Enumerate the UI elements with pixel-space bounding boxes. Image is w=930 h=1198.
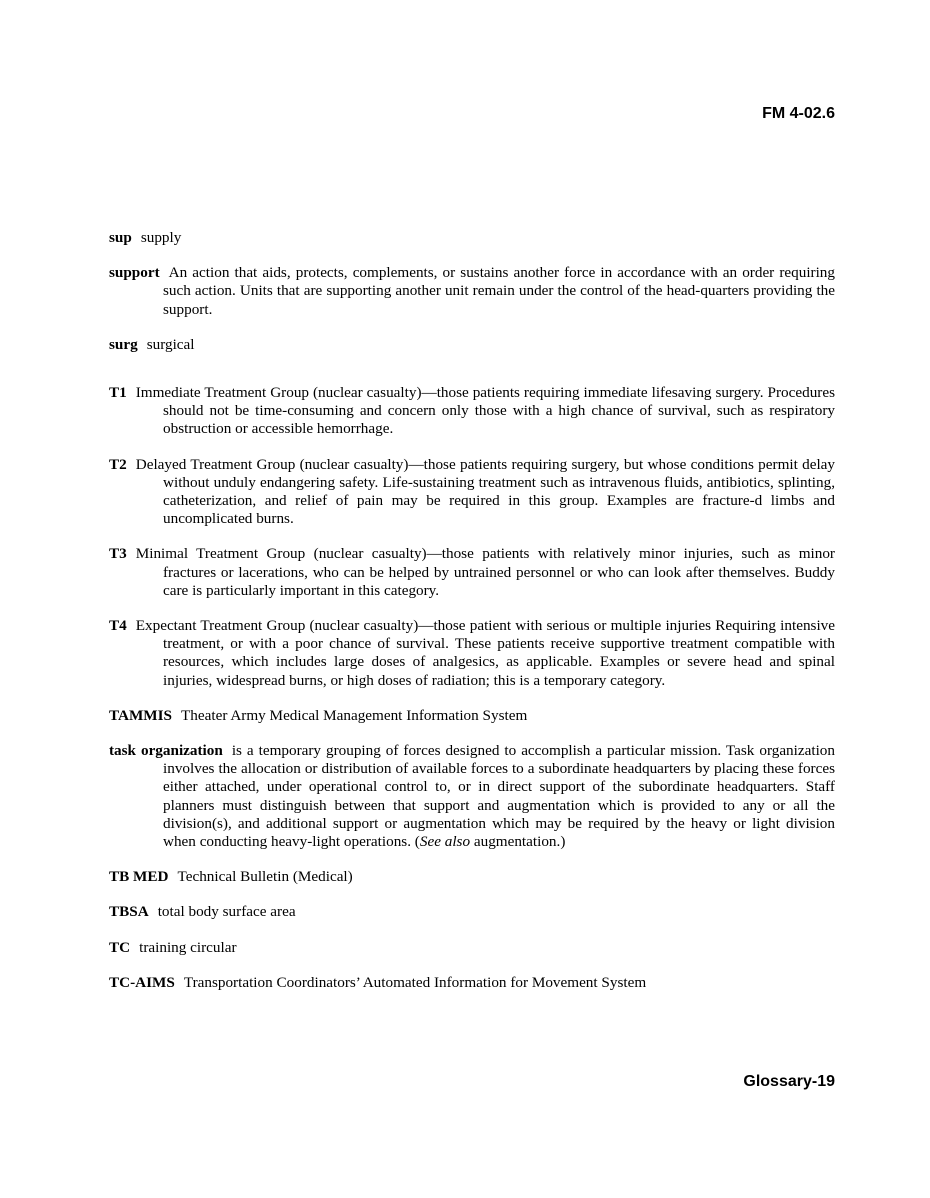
glossary-definition: total body surface area <box>157 903 296 921</box>
page-header-doc-id: FM 4-02.6 <box>762 105 835 122</box>
glossary-entry-sup <box>109 229 835 247</box>
glossary-entry-t1 <box>109 384 835 439</box>
page-footer-page-number: Glossary-19 <box>743 1073 835 1090</box>
glossary-definition: An action that aids, protects, complements, or sustains another force in accordance with an order requiring such action. Units that are supporting another unit remain under the control of the head-quarters providing the support. <box>163 264 835 318</box>
glossary-term: TAMMIS <box>109 706 172 724</box>
glossary-term: TC <box>109 938 131 956</box>
glossary-definition: Minimal Treatment Group (nuclear casualty)—those patients with relatively minor injuries, such as minor fractures or lacerations, who can be helped by untrained personnel or who can look after themselves. Buddy care is particularly important in this category. <box>135 545 835 599</box>
see-also-label: See also <box>419 833 471 851</box>
glossary-entry-tbsa <box>109 903 835 921</box>
glossary-entry-task-organization <box>109 742 835 851</box>
glossary-definition: Delayed Treatment Group (nuclear casualty)—those patients requiring surgery, but whose conditions permit delay without unduly endangering safety. Life-sustaining treatment such as intravenous fluids, antibiotics, splinting, catheterization, and relief of pain may be required in this group. Examples are fracture-d limbs and uncomplicated burns. <box>135 455 835 528</box>
glossary-term: task organization <box>109 742 223 760</box>
glossary-term: support <box>109 264 160 282</box>
glossary-entry-t3 <box>109 545 835 600</box>
glossary-entry-surg <box>109 336 835 354</box>
glossary-entry-tc <box>109 939 835 957</box>
glossary-entry-tb-med <box>109 868 835 886</box>
glossary-entry-tammis <box>109 707 835 725</box>
glossary-term: surg <box>109 335 138 353</box>
glossary-list <box>109 229 835 1009</box>
glossary-term: sup <box>109 229 132 246</box>
glossary-entry-support <box>109 264 835 319</box>
glossary-definition: is a temporary grouping of forces designed to accomplish a particular mission. Task organization involves the allocation or distribution of available forces to a subordinate headquarters by placing these forces either attached, under operational control to, or in direct support of the subordinate headquarters. Staff planners must distinguish between that support and augmentation which is provided to any or all the division(s), and additional support or augmentation which may be required by the heavy or light division when conducting heavy-light operations. ( <box>163 742 835 851</box>
glossary-term: T2 <box>109 455 127 473</box>
glossary-term: TBSA <box>109 903 149 921</box>
glossary-term: TB MED <box>109 868 169 886</box>
glossary-entry-tc-aims <box>109 974 835 992</box>
glossary-term: T1 <box>109 384 127 402</box>
glossary-term: T3 <box>109 545 127 563</box>
glossary-entry-t2 <box>109 456 835 529</box>
glossary-definition: Technical Bulletin (Medical) <box>177 868 353 886</box>
glossary-definition: Expectant Treatment Group (nuclear casualty)—those patient with serious or multiple injuries Requiring intensive treatment, or with a poor chance of survival. These patients receive supportive treatment compatible with resources, which includes large doses of analgesics, as applicable. Examples or severe head and spinal injuries, widespread burns, or high doses of radiation; this is a temporary category. <box>135 617 835 689</box>
glossary-definition: training circular <box>139 938 237 956</box>
glossary-entry-t4 <box>109 617 835 690</box>
glossary-definition: Theater Army Medical Management Information System <box>181 706 528 724</box>
glossary-definition: supply <box>140 229 182 246</box>
glossary-definition: Immediate Treatment Group (nuclear casualty)—those patients requiring immediate lifesaving surgery. Procedures should not be time-consuming and concern only those with a high chance of survival, such as respiratory obstruction or accessible hemorrhage. <box>135 384 835 438</box>
glossary-term: T4 <box>109 617 127 635</box>
glossary-term: TC-AIMS <box>109 973 175 991</box>
glossary-definition: surgical <box>146 335 195 353</box>
glossary-definition: Transportation Coordinators’ Automated Information for Movement System <box>183 973 647 991</box>
see-also-target: augmentation.) <box>470 833 566 851</box>
